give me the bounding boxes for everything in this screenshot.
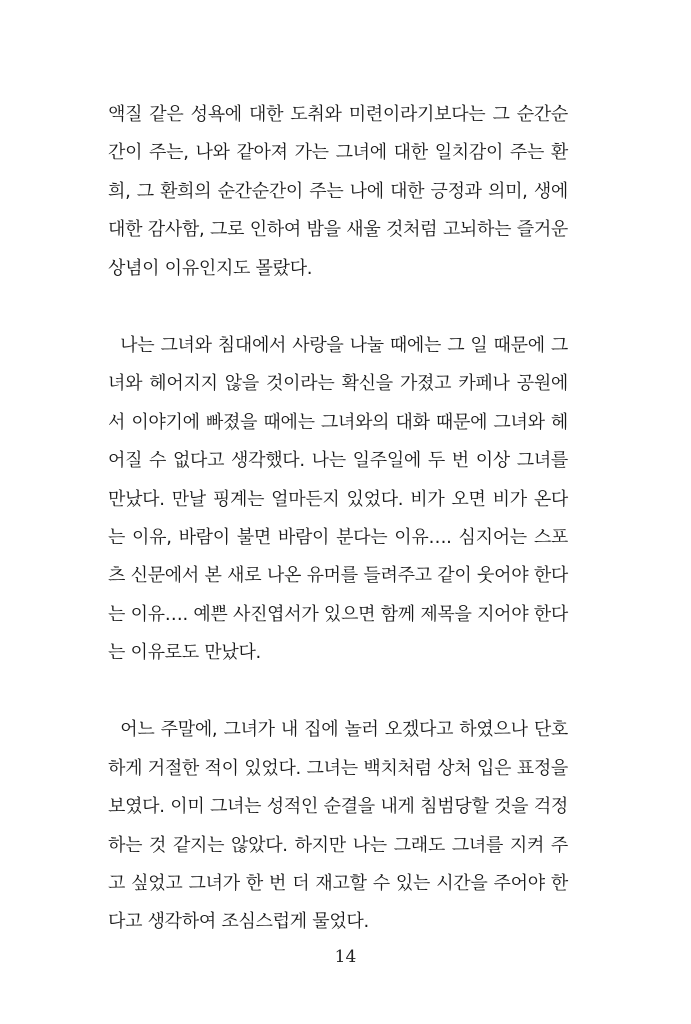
text-line: 서 이야기에 빠졌을 때에는 그녀와의 대화 때문에 그녀와 헤 [108,411,568,433]
text-line: 고 싶었고 그녀가 한 번 더 재고할 수 있는 시간을 주어야 한 [108,873,568,895]
text-line: 는 이유, 바람이 불면 바람이 분다는 이유…. 심지어는 스포 [108,526,568,548]
page-number: 14 [334,947,357,967]
text-line: 희, 그 환희의 순간순간이 주는 나에 대한 긍정과 의미, 생에 [108,180,568,202]
text-line: 하는 것 같지는 않았다. 하지만 나는 그래도 그녀를 지켜 주 [108,834,568,856]
text-line: 대한 감사함, 그로 인하여 밤을 새울 것처럼 고뇌하는 즐거운 [108,219,568,241]
paragraph-1 [108,96,568,288]
text-line: 하게 거절한 적이 있었다. 그녀는 백치처럼 상처 입은 표정을 [108,757,568,779]
text-line: 는 이유로도 만났다. [108,642,261,664]
paragraph-gap [108,288,568,327]
text-line: 는 이유…. 예쁜 사진엽서가 있으면 함께 제목을 지어야 한다 [108,603,568,625]
text-line: 다고 생각하여 조심스럽게 물었다. [108,911,369,933]
text-line: 상념이 이유인지도 몰랐다. [108,257,313,279]
text-line: 녀와 헤어지지 않을 것이라는 확신을 가졌고 카페나 공원에 [108,373,568,395]
text-line: 간이 주는, 나와 같아져 가는 그녀에 대한 일치감이 주는 환 [108,142,568,164]
text-line: 액질 같은 성욕에 대한 도취와 미련이라기보다는 그 순간순 [108,104,568,125]
text-line: 나는 그녀와 침대에서 사랑을 나눌 때에는 그 일 때문에 그 [108,334,568,356]
body-text [108,96,568,942]
text-line: 보였다. 이미 그녀는 성적인 순결을 내게 침범당할 것을 걱정 [108,796,568,818]
text-line: 만났다. 만날 핑계는 얼마든지 있었다. 비가 오면 비가 온다 [108,488,568,510]
paragraph-2 [108,327,568,673]
text-line: 츠 신문에서 본 새로 나온 유머를 들려주고 같이 웃어야 한다 [108,565,568,587]
paragraph-gap [108,672,568,711]
text-line: 어느 주말에, 그녀가 내 집에 놀러 오겠다고 하였으나 단호 [108,719,568,741]
text-line: 어질 수 없다고 생각했다. 나는 일주일에 두 번 이상 그녀를 [108,450,568,472]
paragraph-3 [108,711,568,941]
